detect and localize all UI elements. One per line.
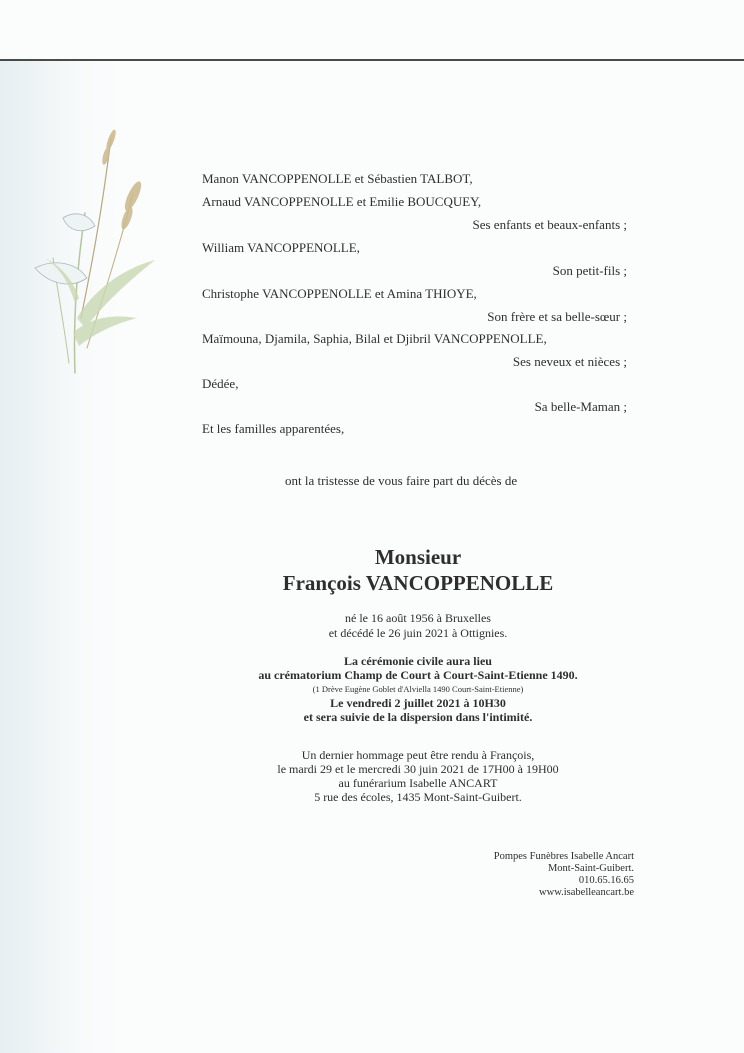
homage-line-1: Un dernier hommage peut être rendu à François, <box>301 748 535 762</box>
family-line-6: Dédée, <box>202 376 239 391</box>
lily-wheat-illustration <box>15 118 165 378</box>
death-info: et décédé le 26 juin 2021 à Ottignies. <box>328 626 508 640</box>
family-role-2: Son petit-fils ; <box>552 263 627 278</box>
homage-line-4: 5 rue des écoles, 1435 Mont-Saint-Guibert. <box>314 790 522 804</box>
family-line-1: Manon VANCOPPENOLLE et Sébastien TALBOT, <box>202 171 473 186</box>
family-role-5: Sa belle-Maman ; <box>534 399 627 414</box>
ceremony-date: Le vendredi 2 juillet 2021 à 10H30 <box>330 696 506 710</box>
homage-line-2: le mardi 29 et le mercredi 30 juin 2021 de 17H00 à 19H00 <box>277 762 559 776</box>
footer-company: Pompes Funèbres Isabelle Ancart <box>493 851 634 862</box>
top-rule <box>0 59 744 61</box>
family-line-5: Maïmouna, Djamila, Saphia, Bilal et Djibril VANCOPPENOLLE, <box>202 331 547 346</box>
ceremony-line-3: et sera suivie de la dispersion dans l'intimité. <box>303 710 533 724</box>
homage-line-3: au funérarium Isabelle ANCART <box>338 776 498 790</box>
family-line-7: Et les familles apparentées, <box>202 421 345 436</box>
deceased-name: François VANCOPPENOLLE <box>282 571 554 595</box>
footer-phone: 010.65.16.65 <box>578 875 634 886</box>
family-line-4: Christophe VANCOPPENOLLE et Amina THIOYE, <box>202 286 477 301</box>
birth-info: né le 16 août 1956 à Bruxelles <box>345 611 491 625</box>
announcement: ont la tristesse de vous faire part du décès de <box>285 473 518 488</box>
ceremony-line-1: La cérémonie civile aura lieu <box>344 654 492 668</box>
ceremony-line-2: au crématorium Champ de Court à Court-Saint-Etienne 1490. <box>258 668 578 682</box>
family-line-3: William VANCOPPENOLLE, <box>202 240 360 255</box>
footer-website[interactable]: www.isabelleancart.be <box>539 887 634 898</box>
family-role-3: Son frère et sa belle-sœur ; <box>487 309 627 324</box>
deceased-title: Monsieur <box>374 545 462 569</box>
family-line-2: Arnaud VANCOPPENOLLE et Emilie BOUCQUEY, <box>202 194 482 209</box>
ceremony-address: (1 Drève Eugène Goblet d'Alviella 1490 Court-Saint-Etienne) <box>312 684 524 694</box>
family-role-4: Ses neveux et nièces ; <box>512 354 627 369</box>
footer-city: Mont-Saint-Guibert. <box>547 863 634 874</box>
family-role-1: Ses enfants et beaux-enfants ; <box>472 217 627 232</box>
